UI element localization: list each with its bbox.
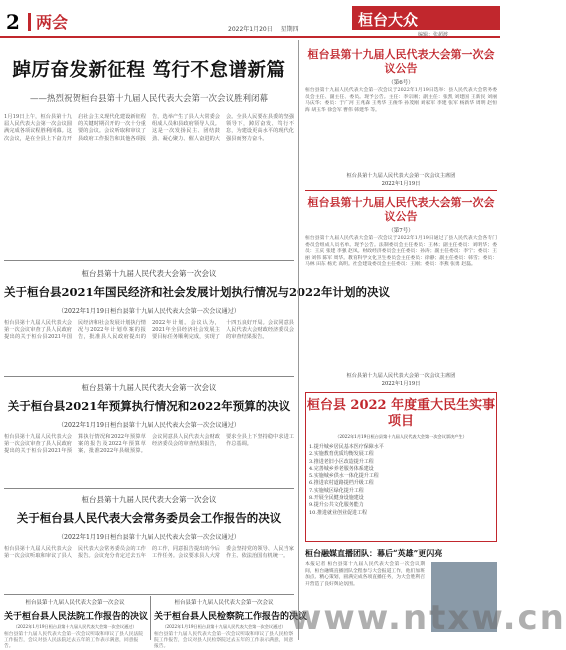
notice-7-title: 桓台县第十九届人民代表大会第一次会议公告 bbox=[307, 196, 495, 223]
livelihood-projects-subtitle: （2022年1月19日桓台县第十九届人民代表大会第一次会议票决产生） bbox=[335, 434, 467, 439]
procuratorate-resolution-text: 桓台县第十九届人民代表大会第一次会议听取和审议了县人民检察院工作报告，会议对县人民检察院过去五年的工作表示满意，同意报告。 bbox=[154, 632, 294, 649]
resolution-3-title: 关于桓台县人民代表大会常务委员会工作报告的决议 bbox=[16, 511, 282, 525]
divider bbox=[4, 260, 294, 261]
notice-6-text: 桓台县第十九届人民代表大会第一次会议于2022年1月19日选举：县人民代表大会常务委员会主任、副主任、委员。现予公告。主任：李宗刚；副主任：张凯 刘建国 王新民 刘丽 马庆华；委员：于广河 王兆森 王秀华 王俊华 孙茂刚 刘家军 李建 张军 杨新华 周明 赵恒海 胡玉华 徐会军 曹伟 韩建华 等。 bbox=[305, 88, 497, 113]
editorial-text: 1月19日上午，桓台县第十九届人民代表大会第一次会议圆满完成各项议程胜利闭幕。这次会议，是在全县上下奋力开启社会主义现代化建设新征程的关键时期召开的一次十分重要的会议。会议听取和审议了县政府工作报告和其他各项报告，选举产生了县人大常委会组成人员和县政府领导人员。这是一次发扬民主、团结鼓劲、凝心聚力、催人奋进的大会。全县人民要在县委的坚强领导下，踔厉奋发、笃行不怠，为建设更高水平的现代化强县而努力奋斗。 bbox=[4, 114, 294, 142]
list-item: 10.推进就业创业促进工程 bbox=[309, 509, 367, 516]
notice-7-number: （第7号） bbox=[388, 228, 414, 234]
issue-weekday: 星期四 bbox=[280, 26, 299, 33]
notice-6-date: 2022年1月19日 bbox=[381, 181, 421, 187]
list-item: 6.推进农村道路提档升级工程 bbox=[309, 480, 374, 487]
list-item: 2.实施教育优质均衡发展工程 bbox=[309, 451, 374, 458]
resolution-3-passed: （2022年1月19日桓台县第十九届人民代表大会第一次会议通过） bbox=[57, 534, 241, 541]
divider bbox=[305, 190, 497, 191]
resolution-1-text: 桓台县第十九届人民代表大会第一次会议审查了县人民政府提出的关于桓台县2021年国民经济和社会发展计划执行情况与2022年计划草案的报告，批准县人民政府提出的2022年计划。会议认为，2021年全县经济社会发展主要目标任务顺利完成，实现了十四五良好开局。会议同意县人民代表大会财政经济委员会的审查结果报告。 bbox=[4, 320, 294, 341]
court-resolution-passed: （2022年1月19日桓台县第十九届人民代表大会第一次会议通过） bbox=[13, 624, 137, 629]
editor-credit: 编辑：张超渡 bbox=[418, 32, 449, 38]
livelihood-projects-title: 桓台县 2022 年度重大民生实事项目 bbox=[306, 398, 496, 429]
procuratorate-resolution bbox=[154, 598, 308, 649]
news-text: 本报记者 桓台县第十九届人民代表大会第一次会议期间，桓台融媒直播团队全程参与大会报道工作，他们加班加点、精心策划，圆满完成各项直播任务，为大会胜利召开营造了良好舆论氛围。 bbox=[305, 562, 425, 587]
resolution-2-preheader: 桓台县第十九届人民代表大会第一次会议 bbox=[81, 383, 217, 392]
notice-6-number: （第6号） bbox=[388, 80, 414, 86]
resolution-1-passed: （2022年1月19日桓台县第十九届人民代表大会第一次会议通过） bbox=[57, 308, 241, 315]
notice-7-text: 桓台县第十九届人民代表大会第一次会议于2022年1月19日通过了县人民代表大会各专门委员会组成人员名单。现予公告。法制委员会主任委员：王林；副主任委员：刘明华；委员：王庆 张建 李强 赵凤。财政经济委员会主任委员：孙涛；副主任委员：李宁；委员：王丽 刘伟 陈军 周华。教育科学文化卫生委员会主任委员：徐静；副主任委员：韩雪；委员：马林 田东 杨光 高明。社会建设委员会主任委员：王刚；委员：李燕 张勇 赵磊。 bbox=[305, 236, 497, 268]
list-item: 4.完善城乡养老服务体系建设 bbox=[309, 465, 374, 472]
court-resolution-preheader: 桓台县第十九届人民代表大会第一次会议 bbox=[25, 600, 125, 606]
divider bbox=[4, 594, 294, 595]
resolution-1-title: 关于桓台县2021年国民经济和社会发展计划执行情况与2022年计划的决议 bbox=[4, 285, 391, 299]
list-item: 5.实施城乡供水一体化提升工程 bbox=[309, 473, 379, 480]
watermark: www.ntxw.cn bbox=[290, 598, 566, 638]
resolution-2-passed: （2022年1月19日桓台县第十九届人民代表大会第一次会议通过） bbox=[57, 422, 241, 429]
page-number: 2 bbox=[6, 10, 20, 34]
header-divider bbox=[28, 13, 31, 31]
main-headline: 踔厉奋发新征程 笃行不怠谱新篇 bbox=[12, 60, 286, 81]
resolution-3-text: 桓台县第十九届人民代表大会第一次会议听取和审议了县人民代表大会常务委员会的工作报告。会议充分肯定过去五年的工作，同意报告提出的今后工作任务。会议要求县人大常委会坚持党的领导、人民当家作主、依法治国有机统一。 bbox=[4, 546, 294, 560]
notice-6-title: 桓台县第十九届人民代表大会第一次会议公告 bbox=[307, 48, 495, 75]
resolution-2-text: 桓台县第十九届人民代表大会第一次会议审查了县人民政府提出的关于桓台县2021年预算执行情况和2022年预算草案的报告及2022年预算草案，批准2022年县级预算。会议同意县人民代表大会财政经济委员会的审查结果报告，要求全县上下坚持稳中求进工作总基调。 bbox=[4, 434, 294, 455]
issue-date: 2022年1月20日 bbox=[228, 26, 273, 33]
livelihood-projects-list bbox=[309, 444, 495, 517]
newspaper-logo: 桓台大众 bbox=[352, 6, 500, 30]
list-item: 7.实施城区绿化提升工程 bbox=[309, 487, 364, 494]
resolution-2-title: 关于桓台县2021年预算执行情况和2022年预算的决议 bbox=[7, 399, 291, 413]
procuratorate-resolution-passed: （2022年1月19日桓台县第十九届人民代表大会第一次会议通过） bbox=[162, 624, 286, 629]
section-name: 两会 bbox=[36, 13, 69, 32]
list-item: 3.推进老旧小区改造提升工程 bbox=[309, 458, 374, 465]
divider bbox=[4, 488, 294, 489]
procuratorate-resolution-preheader: 桓台县第十九届人民代表大会第一次会议 bbox=[174, 600, 274, 606]
divider bbox=[4, 376, 294, 377]
main-subheadline: ——热烈祝贺桓台县第十九届人民代表大会第一次会议胜利闭幕 bbox=[29, 94, 268, 104]
court-resolution-title: 关于桓台县人民法院工作报告的决议 bbox=[4, 612, 149, 622]
court-resolution-text: 桓台县第十九届人民代表大会第一次会议听取和审议了县人民法院工作报告，会议对县人民法院过去五年的工作表示满意，同意报告。 bbox=[4, 632, 144, 649]
list-item: 1.提升城乡居民基本医疗保障水平 bbox=[309, 444, 384, 450]
news-headline: 桓台融媒直播团队：幕后“英雄”更闪亮 bbox=[305, 548, 443, 558]
notice-7-date: 2022年1月19日 bbox=[381, 381, 421, 387]
side-column bbox=[298, 40, 500, 640]
list-item: 9.提升公共文化服务能力 bbox=[309, 502, 364, 509]
list-item: 8.开展全民健身设施建设 bbox=[309, 495, 364, 502]
column-divider bbox=[150, 596, 151, 640]
procuratorate-resolution-title: 关于桓台县人民检察院工作报告的决议 bbox=[154, 612, 308, 622]
notice-6-issuer: 桓台县第十九届人民代表大会第一次会议主席团 bbox=[346, 173, 456, 179]
issue-meta bbox=[228, 24, 305, 33]
resolution-3-preheader: 桓台县第十九届人民代表大会第一次会议 bbox=[81, 495, 217, 504]
court-resolution bbox=[4, 598, 149, 649]
page-header bbox=[0, 0, 500, 38]
resolution-1-preheader: 桓台县第十九届人民代表大会第一次会议 bbox=[81, 269, 217, 278]
notice-7-issuer: 桓台县第十九届人民代表大会第一次会议主席团 bbox=[346, 373, 456, 379]
